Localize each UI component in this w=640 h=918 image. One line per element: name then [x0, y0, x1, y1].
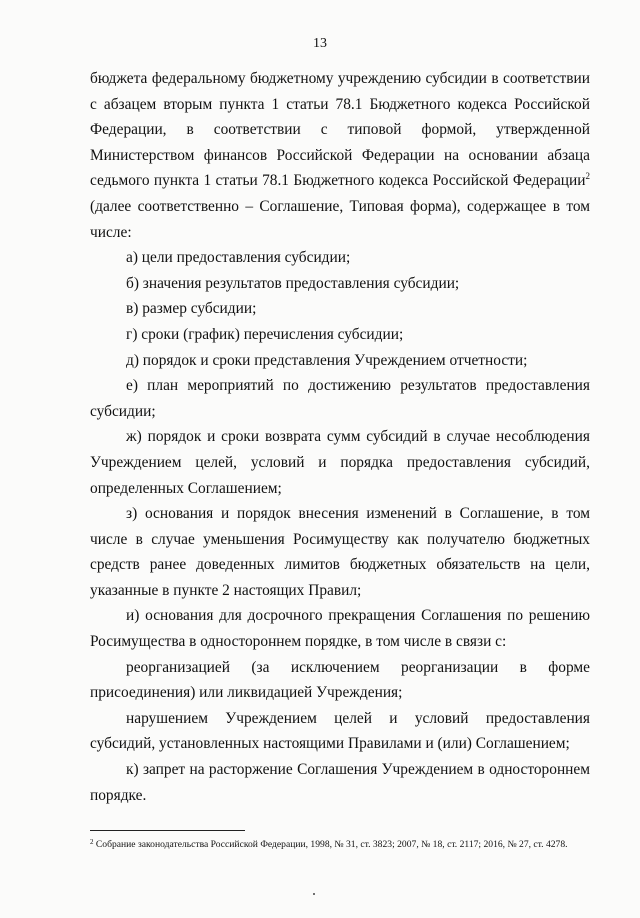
list-item-d: г) сроки (график) перечисления субсидии;	[126, 325, 404, 343]
body-text	[90, 66, 590, 808]
list-item-h: з) основания и порядок внесения изменений в Соглашение, в том числе в случае уменьшения Росимуществу как получателю бюджетных средств ранее доведенных лимитов бюджетных обязательств на цели, указанные в пункте 2 настоящих Правил;	[90, 505, 590, 599]
list-item-a: а) цели предоставления субсидии;	[126, 249, 351, 267]
footnote-reference[interactable]: 2	[585, 171, 590, 182]
list-item-i: и) основания для досрочного прекращения Соглашения по решению Росимущества в одностороннем порядке, в том числе в связи с:	[90, 607, 590, 651]
list-item-c: в) размер субсидии;	[126, 300, 257, 318]
paragraph-text: бюджета федеральному бюджетному учреждению субсидии в соответствии с абзацем вторым пункта 1 статьи 78.1 Бюджетного кодекса Российской Федерации, в соответствии с типовой формой, утвержденной Министерством финансов Российской Федерации на основании абзаца седьмого пункта 1 статьи 78.1 Бюджетного кодекса Российской Федерации	[90, 70, 590, 190]
paragraph-intro	[90, 66, 590, 245]
list-item-k: к) запрет на расторжение Соглашения Учреждением в одностороннем порядке.	[90, 761, 590, 804]
footnote	[90, 838, 590, 852]
page-number: 13	[313, 36, 327, 51]
footnote-divider	[90, 830, 245, 831]
list-item-b: б) значения результатов предоставления субсидии;	[126, 274, 460, 292]
sub-item-reorganization: реорганизацией (за исключением реорганизации в форме присоединения) или ликвидацией Учреждения;	[90, 658, 590, 702]
sub-item-violation: нарушением Учреждением целей и условий предоставления субсидий, установленных настоящими Правилами и (или) Соглашением;	[90, 709, 590, 753]
paragraph-text-continued: (далее соответственно – Соглашение, Типовая форма), содержащее в том числе:	[90, 197, 590, 241]
scan-artifact	[313, 893, 315, 895]
list-item-e: д) порядок и сроки представления Учреждением отчетности;	[126, 351, 528, 369]
footnote-text: Собрание законодательства Российской Федерации, 1998, № 31, ст. 3823; 2007, № 18, ст. 2117; 2016, № 27, ст. 4278.	[95, 839, 568, 850]
list-item-g: ж) порядок и сроки возврата сумм субсидий в случае несоблюдения Учреждением целей, условий и порядка предоставления субсидий, определенных Соглашением;	[90, 428, 590, 497]
list-item-f: е) план мероприятий по достижению результатов предоставления субсидии;	[90, 377, 590, 420]
footnote-marker: 2	[90, 838, 94, 846]
